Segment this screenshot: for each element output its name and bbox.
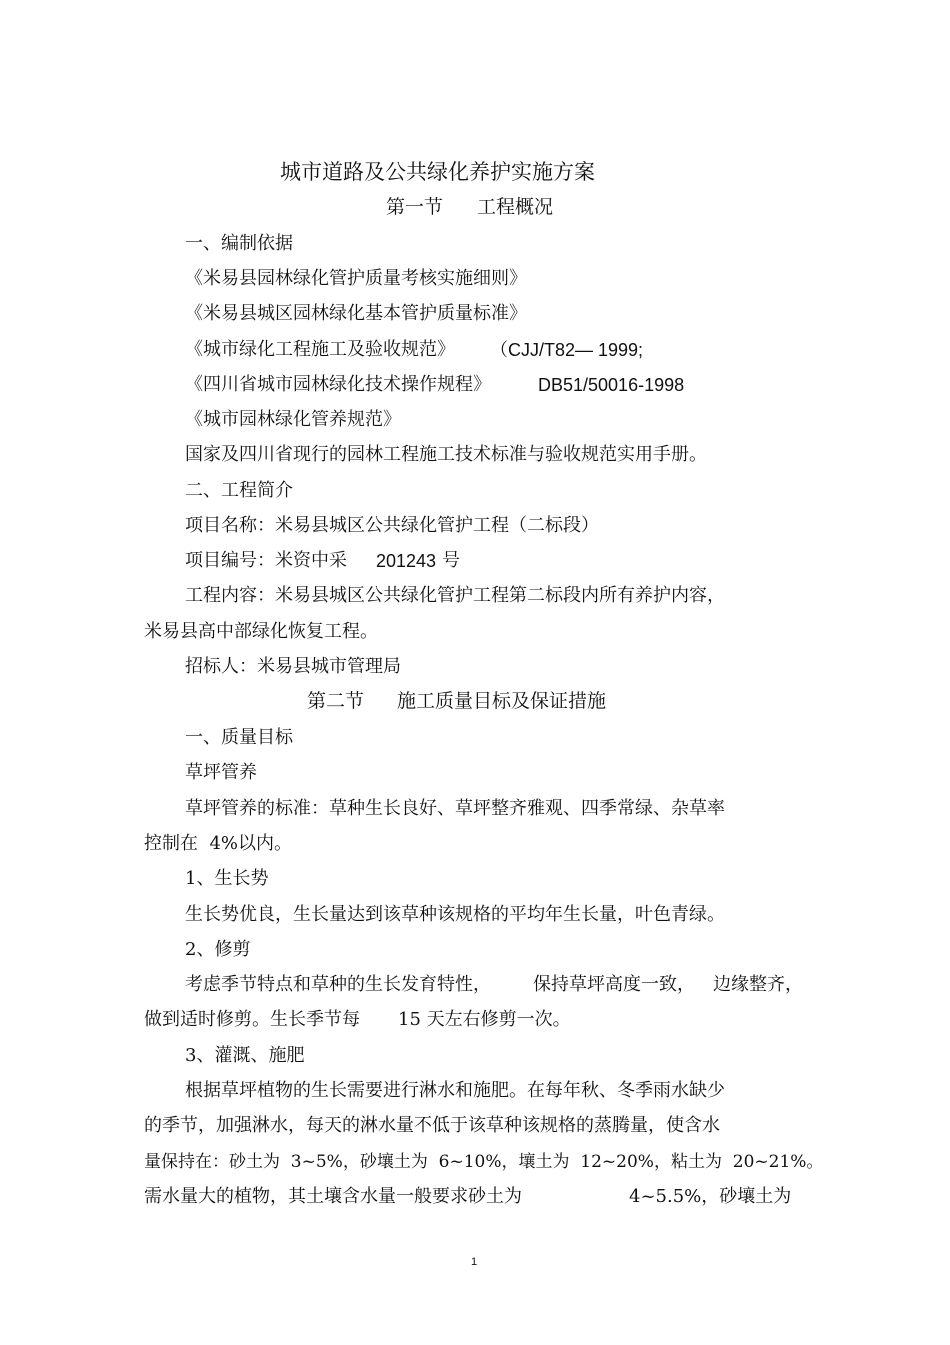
basis-item-2: 《米易县城区园林绿化基本管护质量标准》 xyxy=(185,303,527,324)
section-1-label: 第一节 xyxy=(386,196,444,218)
section-2-title: 施工质量目标及保证措施 xyxy=(397,690,607,712)
quality-heading: 一、质量目标 xyxy=(185,727,293,748)
project-code-label: 项目编号：米资中采 xyxy=(185,550,347,571)
irrigation-line-3: 量保持在：砂土为 3~5%，砂壤土为 6~10%，壤土为 12~20%，粘土为 20~21%。 xyxy=(144,1152,824,1172)
basis-item-5: 《城市园林绿化管养规范》 xyxy=(185,409,401,430)
prune-line-2-part-a: 做到适时修剪。生长季节每 xyxy=(144,1009,360,1030)
prune-line-1-part-a: 考虑季节特点和草种的生长发育特性， xyxy=(185,974,491,995)
project-code-number: 201243 xyxy=(376,551,437,571)
basis-heading: 一、编制依据 xyxy=(185,233,293,254)
irrigation-line-4-part-b: 4~5.5%，砂壤土为 xyxy=(629,1186,792,1207)
page-number: 1 xyxy=(471,1256,478,1268)
irrigation-heading: 3、灌溉、施肥 xyxy=(185,1045,305,1066)
prune-line-1-part-b: 保持草坪高度一致， xyxy=(533,974,695,995)
project-name: 项目名称：米易县城区公共绿化管护工程（二标段） xyxy=(185,515,599,536)
basis-item-3: 《城市绿化工程施工及验收规范》 xyxy=(185,339,455,360)
irrigation-line-1: 根据草坪植物的生长需要进行淋水和施肥。在每年秋、冬季雨水缺少 xyxy=(185,1080,725,1101)
section-2-label: 第二节 xyxy=(307,690,365,712)
prune-line-2-part-b: 15 天左右修剪一次。 xyxy=(398,1009,571,1030)
lawn-heading: 草坪管养 xyxy=(185,762,257,783)
growth-text: 生长势优良，生长量达到该草种该规格的平均年生长量，叶色青绿。 xyxy=(185,904,725,925)
irrigation-line-2: 的季节，加强淋水，每天的淋水量不低于该草种该规格的蒸腾量，使含水 xyxy=(144,1115,720,1136)
intro-heading: 二、工程简介 xyxy=(185,480,293,501)
project-code-suffix: 号 xyxy=(442,550,460,571)
basis-item-4: 《四川省城市园林绿化技术操作规程》 xyxy=(185,374,491,395)
tenderer: 招标人：米易县城市管理局 xyxy=(185,656,401,677)
prune-line-1-part-c: 边缘整齐， xyxy=(713,974,803,995)
basis-item-1: 《米易县园林绿化管护质量考核实施细则》 xyxy=(185,268,527,289)
document-title: 城市道路及公共绿化养护实施方案 xyxy=(280,160,595,184)
basis-item-4-code: DB51/50016-1998 xyxy=(538,375,685,395)
irrigation-line-4-part-a: 需水量大的植物，其土壤含水量一般要求砂土为 xyxy=(144,1186,522,1207)
prune-heading: 2、修剪 xyxy=(185,939,251,960)
basis-national: 国家及四川省现行的园林工程施工技术标准与验收规范实用手册。 xyxy=(185,444,707,465)
project-content-line-1: 工程内容：米易县城区公共绿化管护工程第二标段内所有养护内容， xyxy=(185,585,725,606)
basis-item-3-code: （CJJ/T82— 1999; xyxy=(490,340,644,360)
lawn-standard-line-2: 控制在 4%以内。 xyxy=(144,833,292,854)
project-content-line-2: 米易县高中部绿化恢复工程。 xyxy=(144,621,378,642)
lawn-standard-line-1: 草坪管养的标准：草种生长良好、草坪整齐雅观、四季常绿、杂草率 xyxy=(185,798,725,819)
growth-heading: 1、生长势 xyxy=(185,868,269,889)
section-1-title: 工程概况 xyxy=(477,196,554,218)
